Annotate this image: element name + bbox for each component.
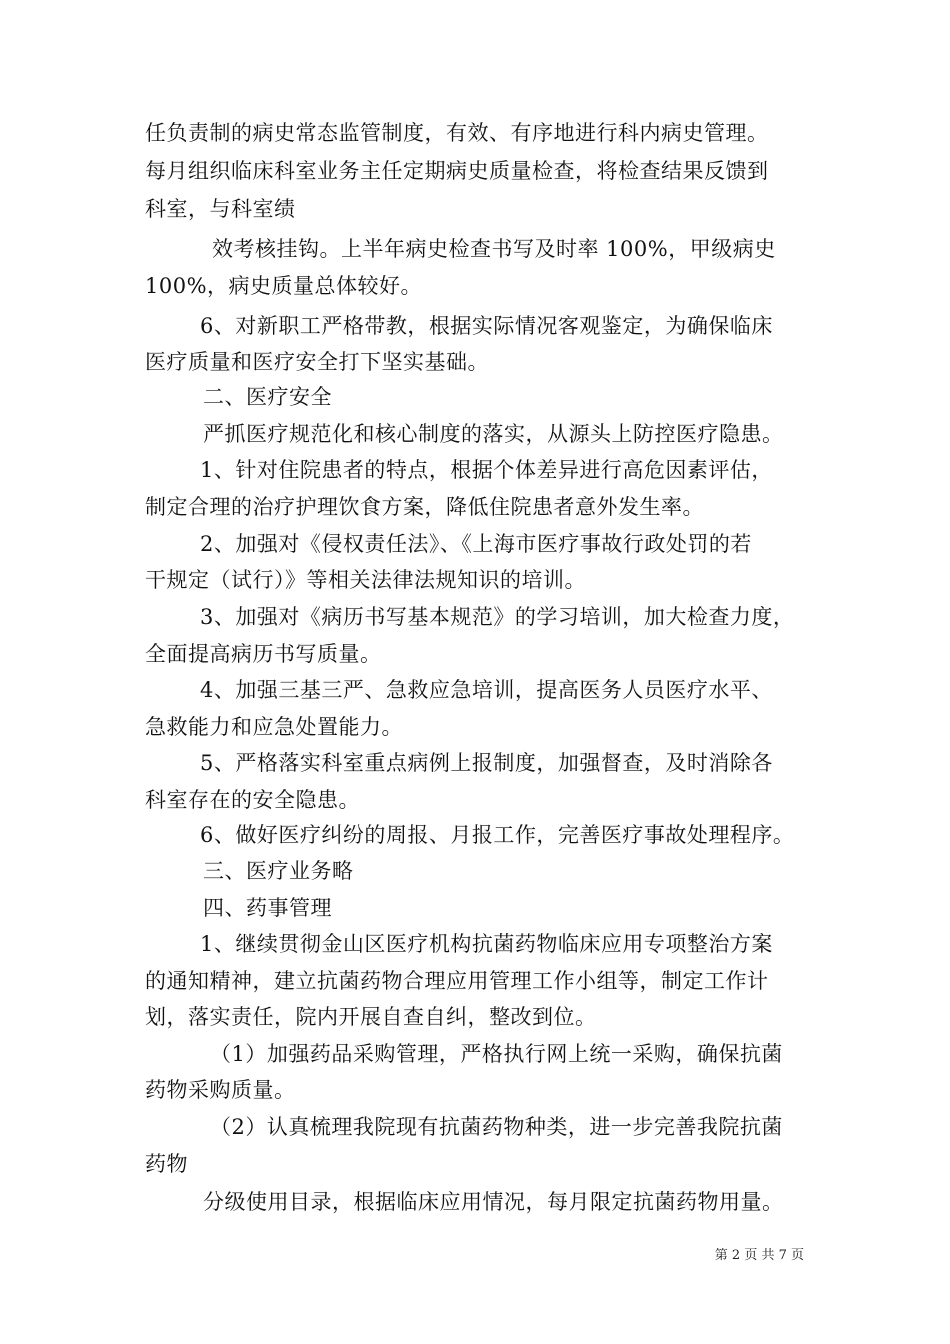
text-line: 药物采购质量。	[145, 1078, 296, 1102]
text-line: 2、加强对《侵权责任法》、《上海市医疗事故行政处罚的若	[200, 532, 752, 556]
text-line: 的通知精神，建立抗菌药物合理应用管理工作小组等，制定工作计	[145, 969, 769, 993]
text-line: 4、加强三基三严、急救应急培训，提高医务人员医疗水平、	[200, 678, 773, 702]
text-line: 3、加强对《病历书写基本规范》的学习培训，加大检查力度，	[200, 605, 795, 629]
section-heading: 四、药事管理	[203, 896, 332, 920]
section-heading: 三、医疗业务略	[203, 859, 354, 883]
page-number: 第 2 页 共 7 页	[714, 1248, 804, 1263]
text-line: 急救能力和应急处置能力。	[145, 715, 403, 739]
text-line: 制定合理的治疗护理饮食方案，降低住院患者意外发生率。	[145, 495, 704, 519]
text-line: 6、对新职工严格带教，根据实际情况客观鉴定，为确保临床	[200, 314, 773, 338]
text-line: 5、严格落实科室重点病例上报制度，加强督查，及时消除各	[200, 751, 773, 775]
text-line: 效考核挂钩。上半年病史检查书写及时率 100%，甲级病史	[212, 237, 776, 261]
text-line: 1、针对住院患者的特点，根据个体差异进行高危因素评估，	[200, 458, 773, 482]
text-line: 科室存在的安全隐患。	[145, 788, 360, 812]
text-line: 1、继续贯彻金山区医疗机构抗菌药物临床应用专项整治方案	[200, 932, 773, 956]
text-line: 医疗质量和医疗安全打下坚实基础。	[145, 350, 489, 374]
text-line: （2）认真梳理我院现有抗菌药物种类，进一步完善我院抗菌	[210, 1115, 783, 1139]
text-line: 严抓医疗规范化和核心制度的落实，从源头上防控医疗隐患。	[203, 422, 784, 446]
text-line: 干规定（试行）》等相关法律法规知识的培训。	[145, 568, 586, 592]
section-heading: 二、医疗安全	[203, 385, 332, 409]
text-line: （1）加强药品采购管理，严格执行网上统一采购，确保抗菌	[210, 1042, 783, 1066]
text-line: 100%，病史质量总体较好。	[145, 274, 423, 298]
text-line: 科室，与科室绩	[145, 197, 296, 221]
text-line: 划，落实责任，院内开展自查自纠，整改到位。	[145, 1005, 597, 1029]
text-line: 任负责制的病史常态监管制度，有效、有序地进行科内病史管理。	[145, 121, 769, 145]
text-line: 药物	[145, 1152, 188, 1176]
text-line: 每月组织临床科室业务主任定期病史质量检查，将检查结果反馈到	[145, 159, 769, 183]
text-line: 全面提高病历书写质量。	[145, 642, 382, 666]
text-line: 6、做好医疗纠纷的周报、月报工作，完善医疗事故处理程序。	[200, 823, 795, 847]
text-line: 分级使用目录，根据临床应用情况，每月限定抗菌药物用量。	[203, 1190, 784, 1214]
